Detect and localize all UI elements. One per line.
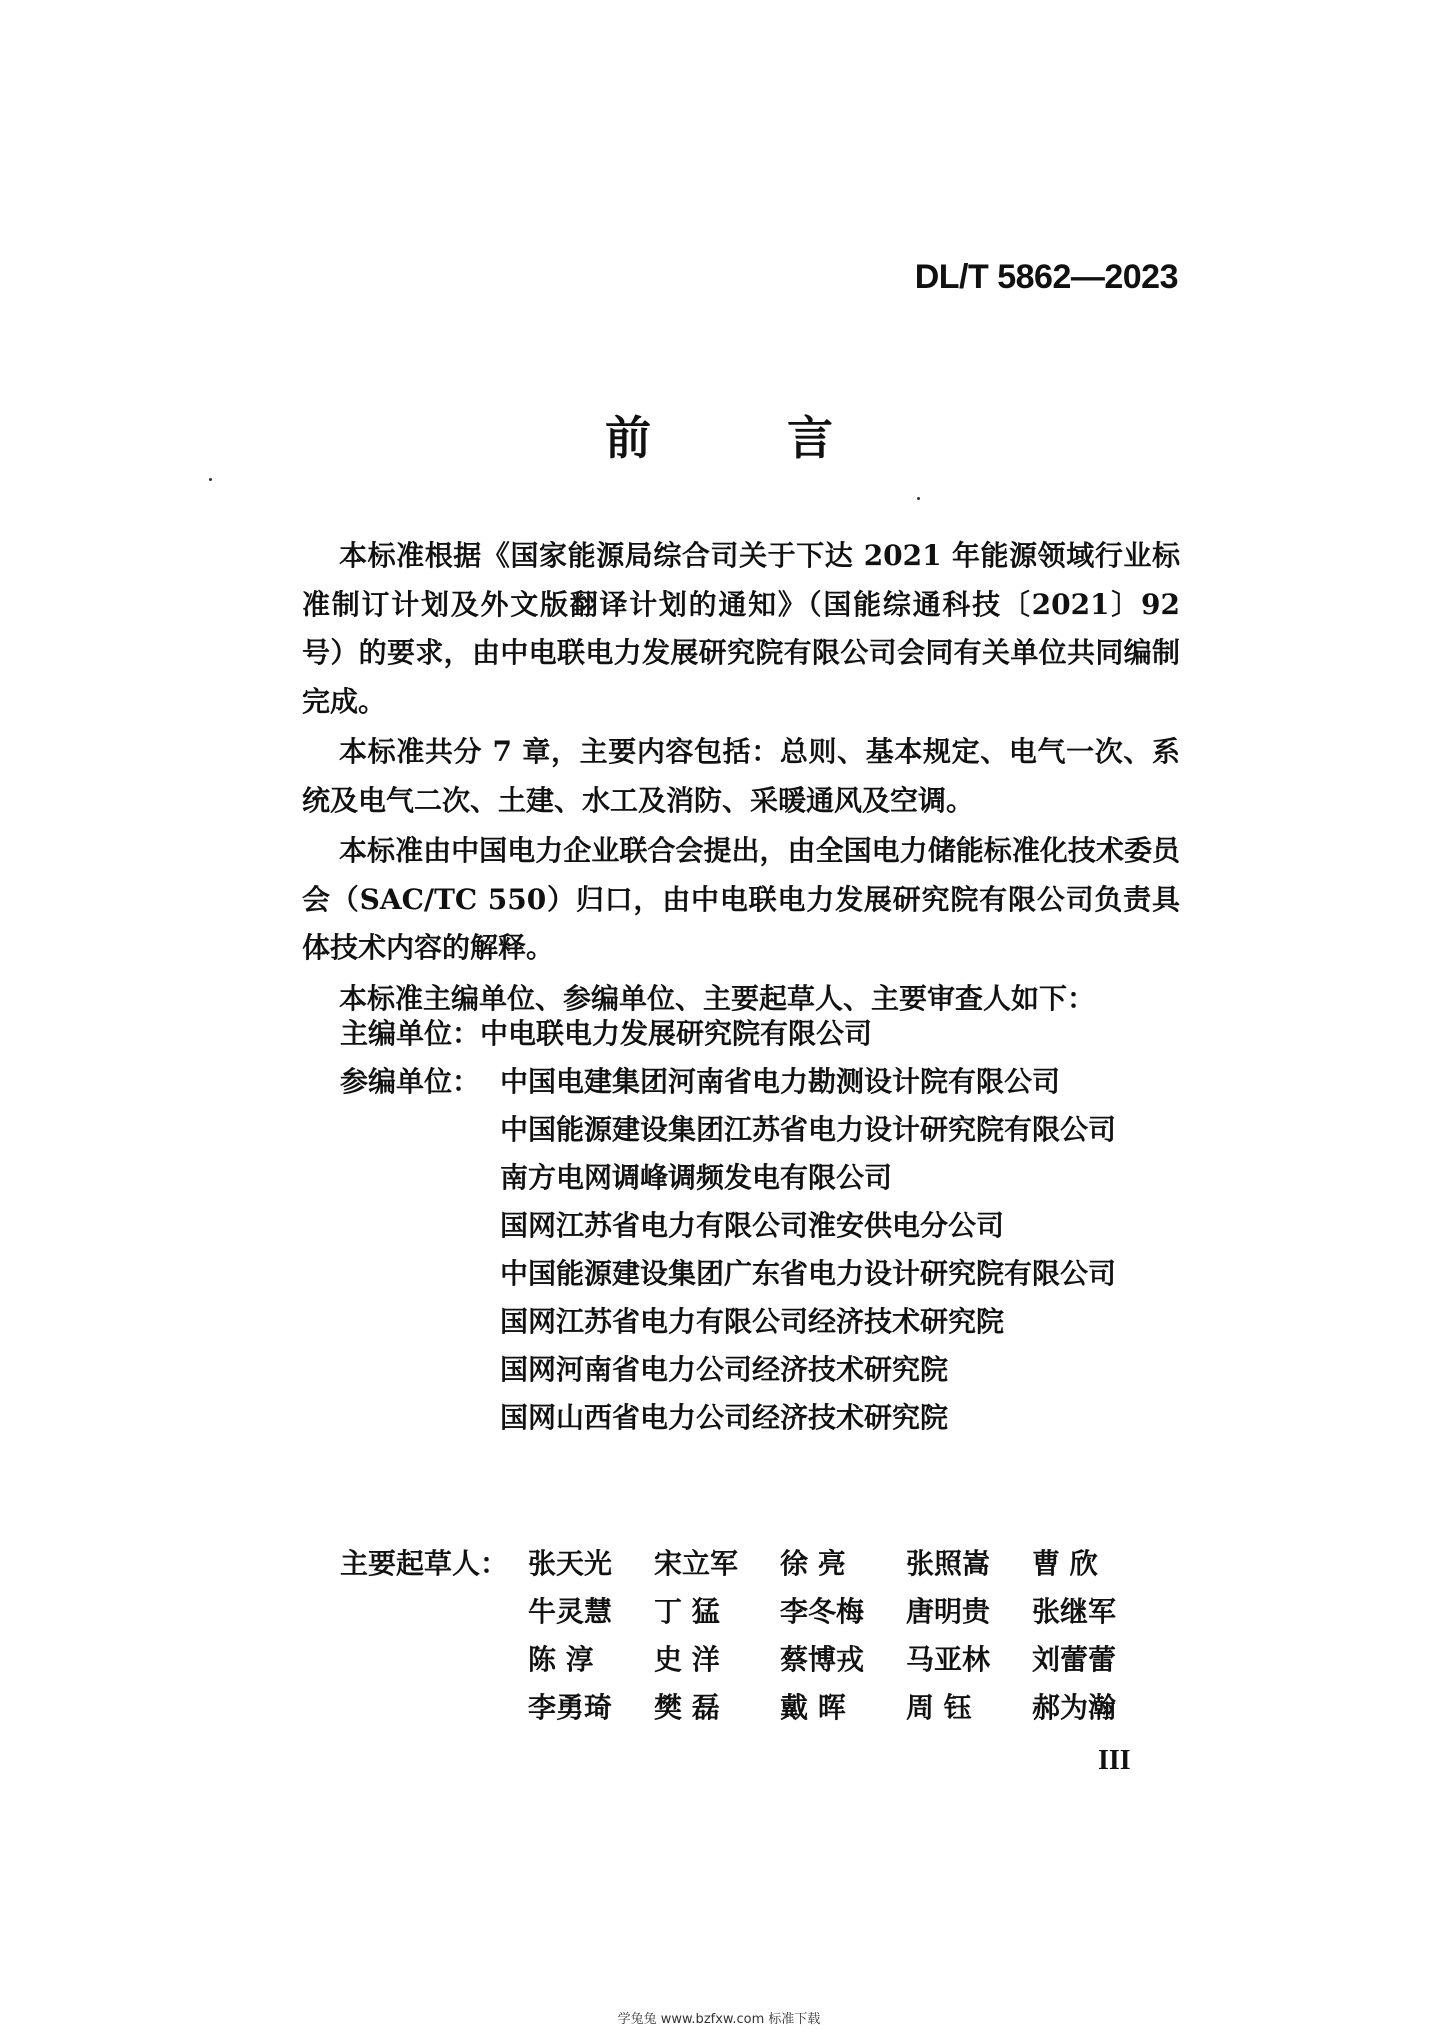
drafter-name: 樊 磊 <box>654 1691 720 1724</box>
drafter-name: 张照嵩 <box>906 1547 991 1580</box>
list-item: 国网山西省电力公司经济技术研究院 <box>500 1401 949 1434</box>
participating-units-label: 参编单位： <box>340 1065 481 1098</box>
drafter-name: 牛灵慧 <box>528 1595 613 1628</box>
list-item: 中国电建集团河南省电力勘测设计院有限公司 <box>500 1065 1061 1098</box>
list-item: 中国能源建设集团江苏省电力设计研究院有限公司 <box>500 1113 1117 1146</box>
drafters-grid <box>528 1540 1158 1732</box>
chief-editor-value: 中电联电力发展研究院有限公司 <box>480 1017 873 1050</box>
paragraph: 本标准主编单位、参编单位、主要起草人、主要审查人如下： <box>339 981 1096 1015</box>
drafter-name: 史 洋 <box>654 1643 720 1676</box>
list-item: 国网江苏省电力有限公司经济技术研究院 <box>500 1305 1005 1338</box>
drafter-name: 马亚林 <box>906 1643 991 1676</box>
drafter-name: 郝为瀚 <box>1032 1691 1117 1724</box>
drafter-name: 丁 猛 <box>654 1595 720 1628</box>
list-item: 国网江苏省电力有限公司淮安供电分公司 <box>500 1209 1005 1242</box>
paragraph: 本标准共分 7 章，主要内容包括：总则、基本规定、电气一次、系统及电气二次、土建、水工及消防、采暖通风及空调。 <box>302 735 1180 817</box>
drafter-name: 张继军 <box>1032 1595 1117 1628</box>
paragraph: 本标准由中国电力企业联合会提出，由全国电力储能标准化技术委员会（SAC/TC 550）归口，由中电联电力发展研究院有限公司负责具体技术内容的解释。 <box>302 834 1180 964</box>
drafters-label: 主要起草人： <box>340 1547 509 1580</box>
drafter-name: 周 钰 <box>906 1691 972 1724</box>
page-title: 前 言 <box>604 411 893 465</box>
drafter-name: 蔡博戎 <box>780 1643 865 1676</box>
paragraph: 本标准根据《国家能源局综合司关于下达 2021 年能源领域行业标准制订计划及外文版翻译计划的通知》（国能综通科技〔2021〕92 号）的要求，由中电联电力发展研究院有限公司会同有关单位共同编制完成。 <box>302 539 1180 718</box>
watermark-footer: 学兔兔 www.bzfxw.com 标准下载 <box>617 2012 821 2027</box>
drafter-name: 刘蕾蕾 <box>1032 1643 1117 1676</box>
drafter-name: 李冬梅 <box>780 1595 865 1628</box>
drafter-name: 宋立军 <box>654 1547 739 1580</box>
chief-editor-label: 主编单位： <box>340 1017 481 1050</box>
drafter-name: 曹 欣 <box>1032 1547 1098 1580</box>
standard-number: DL/T 5862—2023 <box>914 258 1178 296</box>
participating-units-list <box>500 1058 1160 1442</box>
list-item: 南方电网调峰调频发电有限公司 <box>500 1161 893 1194</box>
drafter-name: 李勇琦 <box>528 1691 613 1724</box>
list-item: 中国能源建设集团广东省电力设计研究院有限公司 <box>500 1257 1117 1290</box>
chief-editor-row <box>340 1010 872 1058</box>
list-item: 国网河南省电力公司经济技术研究院 <box>500 1353 949 1386</box>
drafter-name: 陈 淳 <box>528 1643 594 1676</box>
drafter-name: 徐 亮 <box>780 1547 846 1580</box>
drafter-name: 张天光 <box>528 1547 613 1580</box>
drafter-name: 戴 晖 <box>780 1691 846 1724</box>
page-number: III <box>1098 1745 1131 1776</box>
drafter-name: 唐明贵 <box>906 1595 991 1628</box>
